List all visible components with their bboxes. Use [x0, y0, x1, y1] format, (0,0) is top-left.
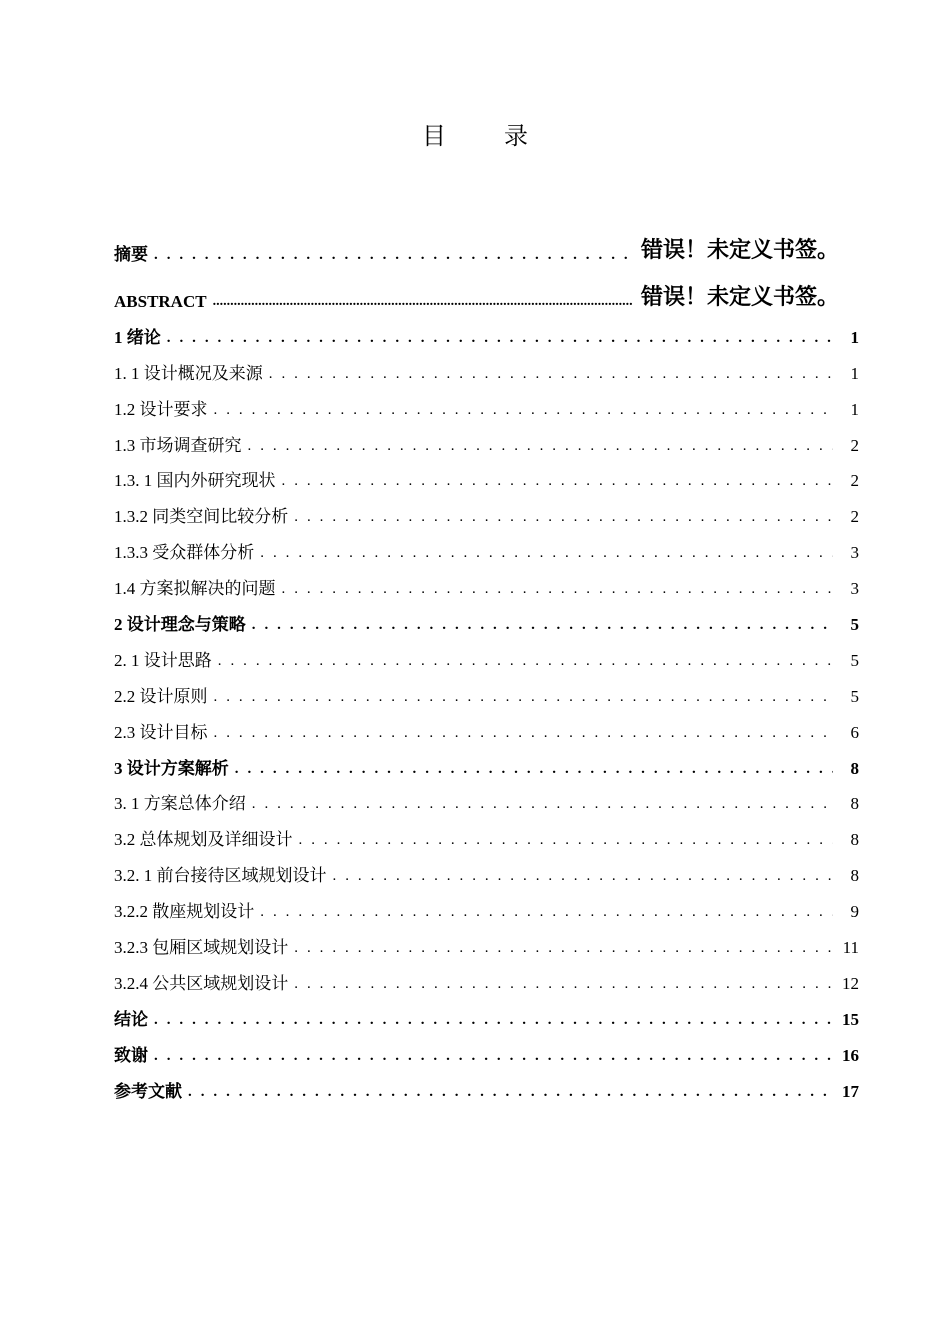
toc-page-number: 2	[850, 507, 859, 527]
toc-entry[interactable]	[114, 1066, 859, 1102]
toc-entry-label: 1.3 市场调查研究	[114, 435, 242, 455]
toc-page-number: 6	[850, 722, 859, 742]
toc-entry-label: 3.2. 1 前台接待区域规划设计	[114, 866, 327, 886]
page-title: 目 录	[422, 124, 554, 150]
toc-page-number: 3	[850, 543, 859, 563]
toc-entry-label: 1.3.2 同类空间比较分析	[114, 507, 289, 527]
toc-entry-label: 2. 1 设计思路	[114, 650, 212, 670]
toc-page-number: 16	[842, 1045, 859, 1065]
toc-entry-label: 摘要	[114, 245, 148, 264]
toc-dot-leader	[294, 938, 833, 958]
toc-dot-leader	[299, 830, 834, 850]
toc-entry[interactable]	[114, 599, 859, 635]
toc-entry[interactable]	[114, 994, 859, 1030]
toc-entry-label: 3. 1 方案总体介绍	[114, 794, 246, 814]
toc-entry[interactable]	[114, 922, 859, 958]
toc-dot-leader	[252, 615, 833, 635]
toc-entry-label: 参考文献	[114, 1081, 182, 1101]
toc-page-number: 11	[842, 938, 859, 958]
toc-entry-label: 1.4 方案拟解决的问题	[114, 579, 276, 599]
toc-dot-leader	[269, 364, 833, 384]
toc-dot-leader	[294, 974, 833, 994]
toc-dot-leader	[214, 687, 834, 707]
toc-entry-label: 3.2.4 公共区域规划设计	[114, 973, 289, 993]
toc-entry-label: 1.3. 1 国内外研究现状	[114, 471, 276, 491]
toc-dot-leader	[260, 902, 833, 922]
toc-bookmark-error: 错误！未定义书签。	[640, 285, 839, 310]
toc-entry-label: 3.2 总体规划及详细设计	[114, 830, 293, 850]
toc-entry-label: 2.3 设计目标	[114, 722, 208, 742]
toc-entry-label: 1 绪论	[114, 327, 161, 347]
toc-dot-leader	[218, 651, 833, 671]
toc-entry[interactable]	[114, 384, 859, 420]
toc-entry-label: 1. 1 设计概况及来源	[114, 363, 263, 383]
toc-page-number: 2	[850, 435, 859, 455]
toc-page-number: 1	[850, 363, 859, 383]
toc-entry[interactable]	[114, 850, 859, 886]
toc-entry[interactable]	[114, 958, 859, 994]
toc-dot-leader	[167, 328, 833, 348]
toc-page-number: 12	[842, 973, 859, 993]
toc-page-number: 3	[850, 579, 859, 599]
toc-entry-label: 3 设计方案解析	[114, 758, 229, 778]
toc-dot-leader	[154, 1046, 833, 1066]
toc-page-number: 8	[850, 830, 859, 850]
toc-dot-leader	[282, 471, 834, 491]
toc-entry[interactable]	[114, 312, 859, 348]
toc-entry[interactable]	[114, 563, 859, 599]
toc-entry-label: 3.2.2 散座规划设计	[114, 902, 255, 922]
toc-page-number: 1	[850, 399, 859, 419]
toc-entry-label: 2.2 设计原则	[114, 686, 208, 706]
toc-entry[interactable]	[114, 218, 859, 265]
toc-entry-label: 致谢	[114, 1045, 148, 1065]
toc-entry-label: 结论	[114, 1009, 148, 1029]
toc-page-number: 5	[850, 686, 859, 706]
toc-entry[interactable]	[114, 420, 859, 456]
toc-page-number: 17	[842, 1081, 859, 1101]
toc-dot-leader	[333, 866, 834, 886]
toc-entry[interactable]	[114, 527, 859, 563]
toc-page-number: 5	[850, 615, 859, 635]
toc-dot-leader	[260, 543, 833, 563]
toc-entry[interactable]	[114, 779, 859, 815]
toc-page-number: 1	[850, 327, 859, 347]
toc-dot-leader	[154, 1010, 833, 1030]
toc-page-number: 8	[850, 794, 859, 814]
toc-page-number: 8	[850, 866, 859, 886]
toc-page-number: 2	[850, 471, 859, 491]
toc-dot-leader	[154, 245, 633, 265]
toc-entry-label: 3.2.3 包厢区域规划设计	[114, 938, 289, 958]
toc-dot-leader	[214, 723, 834, 743]
toc-entry[interactable]	[114, 671, 859, 707]
toc-entry-label: 2 设计理念与策略	[114, 615, 246, 635]
toc-page-number: 8	[850, 758, 859, 778]
toc-entry-label: ABSTRACT	[114, 292, 207, 311]
toc-dot-leader	[213, 292, 633, 312]
toc-dot-leader	[214, 400, 834, 420]
toc-entry[interactable]	[114, 491, 859, 527]
toc-entry-label: 1.2 设计要求	[114, 399, 208, 419]
toc-entry[interactable]	[114, 456, 859, 492]
toc-entry-label: 1.3.3 受众群体分析	[114, 543, 255, 563]
toc-entry[interactable]	[114, 1030, 859, 1066]
toc-entry[interactable]	[114, 635, 859, 671]
toc-dot-leader	[235, 759, 833, 779]
toc-entry[interactable]	[114, 348, 859, 384]
toc-page-number: 9	[850, 902, 859, 922]
toc-entry[interactable]	[114, 743, 859, 779]
toc-entry[interactable]	[114, 707, 859, 743]
toc-dot-leader	[252, 794, 833, 814]
table-of-contents	[114, 218, 859, 1102]
toc-page-number: 5	[850, 650, 859, 670]
toc-dot-leader	[282, 579, 834, 599]
toc-dot-leader	[248, 436, 834, 456]
toc-entry[interactable]	[114, 265, 859, 312]
toc-bookmark-error: 错误！未定义书签。	[640, 238, 839, 263]
toc-entry[interactable]	[114, 886, 859, 922]
toc-dot-leader	[294, 507, 833, 527]
toc-page-number: 15	[842, 1009, 859, 1029]
toc-dot-leader	[188, 1082, 833, 1102]
toc-entry[interactable]	[114, 814, 859, 850]
